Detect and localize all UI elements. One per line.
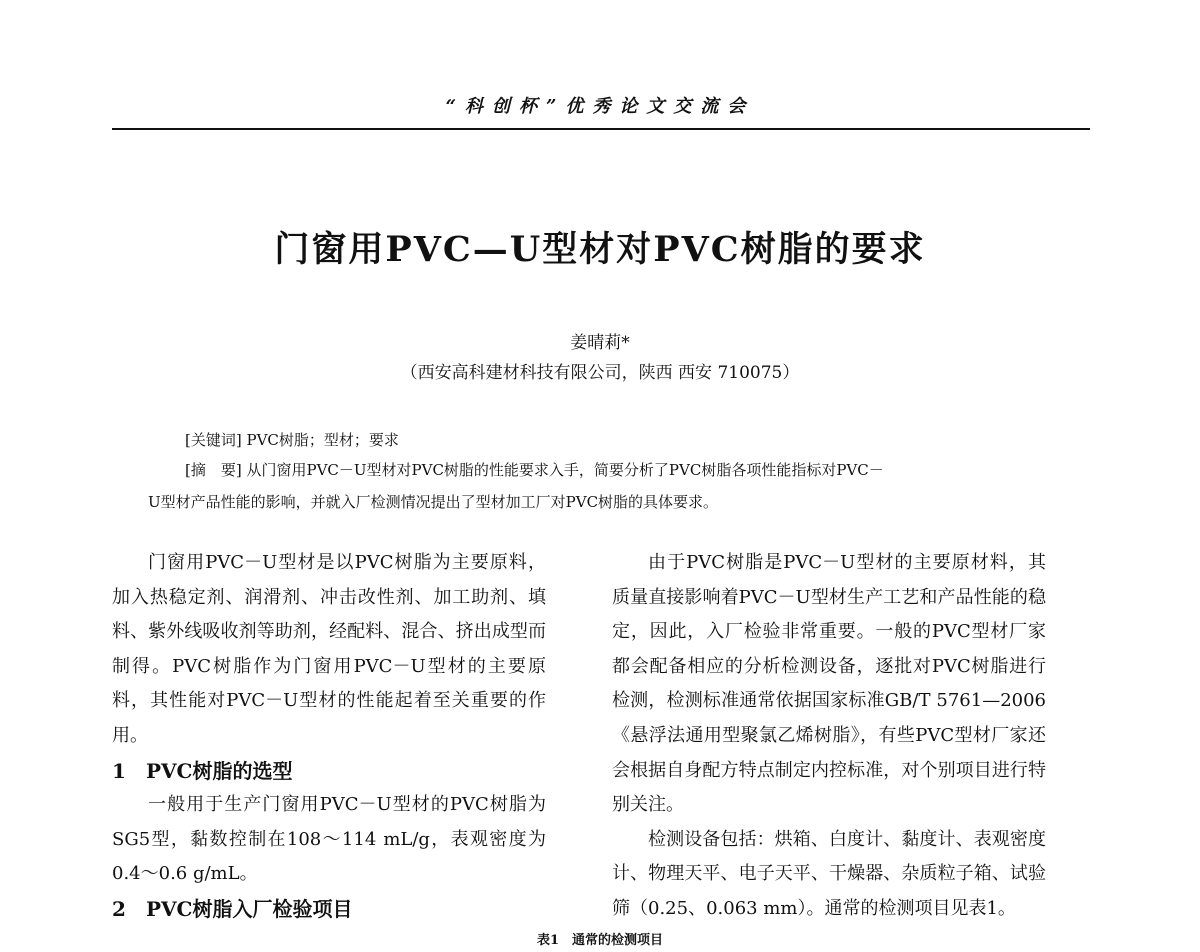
section-1-heading	[112, 754, 546, 789]
section-2-heading	[112, 892, 546, 927]
running-head: “科创杯”优秀论文交流会	[445, 96, 755, 117]
section-1-number: 1	[112, 758, 126, 783]
left-column	[112, 546, 546, 927]
affiliation: （西安高科建材科技有限公司，陕西 西安 710075）	[400, 363, 800, 383]
abstract-line-2: U型材产品性能的影响，并就入厂检测情况提出了型材加工厂对PVC树脂的具体要求。	[148, 493, 719, 511]
section-1-paragraph: 一般用于生产门窗用PVC－U型材的PVC树脂为SG5型，黏数控制在108～114 mL/g，表观密度为0.4～0.6 g/mL。	[112, 794, 546, 885]
right-column	[612, 546, 1046, 927]
section-2-number: 2	[112, 896, 126, 921]
keywords: [关键词] PVC树脂；型材；要求	[185, 431, 399, 449]
table-1-caption: 表1 通常的检测项目	[536, 933, 664, 948]
header-rule	[112, 128, 1090, 130]
intro-paragraph: 门窗用PVC－U型材是以PVC树脂为主要原料，加入热稳定剂、润滑剂、冲击改性剂、加工助剂、填料、紫外线吸收剂等助剂，经配料、混合、挤出成型而制得。PVC树脂作为门窗用PVC－U型材的主要原料，其性能对PVC－U型材的性能起着至关重要的作用。	[112, 552, 546, 746]
section-1-title: PVC树脂的选型	[146, 758, 293, 783]
equipment-paragraph: 检测设备包括：烘箱、白度计、黏度计、表观密度计、物理天平、电子天平、干燥器、杂质粒子箱、试验筛（0.25、0.063 mm）。通常的检测项目见表1。	[612, 828, 1046, 919]
author: 姜晴莉*	[570, 333, 630, 353]
inspection-paragraph: 由于PVC树脂是PVC－U型材的主要原材料，其质量直接影响着PVC－U型材生产工艺和产品性能的稳定，因此，入厂检验非常重要。一般的PVC型材厂家都会配备相应的分析检测设备，逐批对PVC树脂进行检测，检测标准通常依据国家标准GB/T 5761—2006《悬浮法通用型聚氯乙烯树脂》，有些PVC型材厂家还会根据自身配方特点制定内控标准，对个别项目进行特别关注。	[612, 552, 1046, 816]
abstract-line-1: [摘 要] 从门窗用PVC－U型材对PVC树脂的性能要求入手，简要分析了PVC树脂各项性能指标对PVC－	[185, 461, 884, 479]
paper-title: 门窗用PVC—U型材对PVC树脂的要求	[274, 229, 926, 270]
section-2-title: PVC树脂入厂检验项目	[146, 896, 353, 921]
